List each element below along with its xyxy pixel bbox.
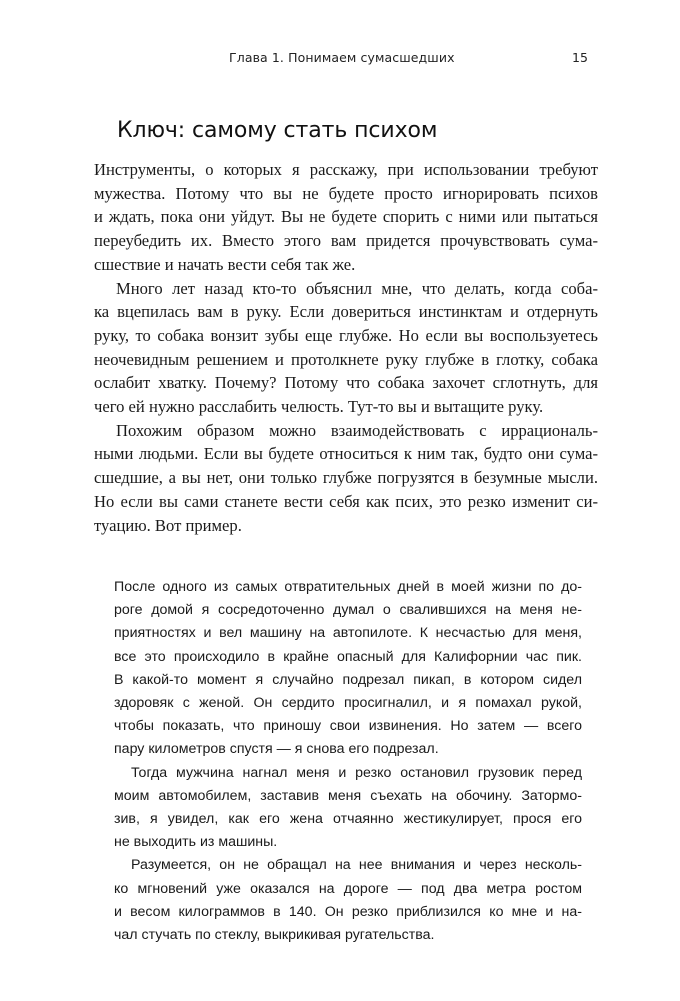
section-heading: Ключ: самому стать психом: [117, 118, 438, 143]
story-paragraph-2: [114, 762, 582, 855]
text-line: и весом килограммов в 140. Он резко приблизился ко мне и на-: [114, 903, 582, 920]
text-line: пару километров спустя — я снова его подрезал.: [114, 741, 439, 758]
text-line: и ждать, пока они уйдут. Вы не будете спорить с ними или пытаться: [94, 207, 598, 227]
text-line: не выходить из машины.: [114, 834, 278, 851]
text-line: приятностях и вел машину на автопилоте. К несчастью для меня,: [114, 625, 582, 642]
text-line: неочевидным решением и протолкнете руку глубже в глотку, собака: [94, 349, 598, 369]
text-line: Инструменты, о которых я расскажу, при использовании требуют: [94, 160, 598, 179]
text-line: сшествие и начать вести себя так же.: [94, 254, 356, 274]
text-line: руку, то собака вонзит зубы еще глубже. Но если вы воспользуетесь: [94, 325, 598, 345]
main-paragraph-2: [94, 277, 598, 419]
main-text-block: [94, 158, 598, 537]
text-line: здоровяк с женой. Он сердито просигналил, и я помахал рукой,: [114, 695, 582, 712]
text-line: Но если вы сами станете вести себя как псих, это резко изменит си-: [94, 491, 598, 511]
text-line: ко мгновений уже оказался на дороге — под два метра ростом: [114, 880, 582, 897]
text-line: Тогда мужчина нагнал меня и резко остановил грузовик перед: [131, 764, 582, 781]
story-text-block: [114, 576, 582, 947]
text-line: Разумеется, он не обращал на нее внимания и через несколь-: [131, 857, 582, 874]
text-line: После одного из самых отвратительных дней в моей жизни по до-: [114, 579, 582, 595]
text-line: все это происходило в крайне опасный для Калифорнии час пик.: [114, 648, 582, 665]
text-line: ка вцепилась вам в руку. Если довериться инстинктам и отдернуть: [94, 302, 598, 322]
main-paragraph-3: [94, 419, 598, 538]
main-paragraph-1: [94, 158, 598, 277]
text-line: туацию. Вот пример.: [94, 515, 242, 535]
text-line: Похожим образом можно взаимодействовать с иррациональ-: [116, 420, 598, 440]
page-number: 15: [572, 50, 588, 65]
text-line: роге домой я сосредоточенно думал о свалившихся на меня не-: [114, 602, 582, 619]
text-line: Много лет назад кто-то объяснил мне, что делать, когда соба-: [116, 278, 598, 298]
text-line: ными людьми. Если вы будете относиться к ним так, будто они сума-: [94, 444, 598, 464]
text-line: моим автомобилем, заставив меня съехать на обочину. Затормо-: [114, 787, 582, 804]
running-head: Глава 1. Понимаем сумасшедших: [229, 50, 455, 65]
text-line: чего ей нужно расслабить челюсть. Тут-то вы и вытащите руку.: [94, 397, 544, 417]
text-line: зив, я увидел, как его жена отчаянно жестикулирует, прося его: [114, 811, 582, 828]
text-line: чал стучать по стеклу, выкрикивая ругательства.: [114, 927, 435, 944]
text-line: сшедшие, а вы нет, они только глубже погрузятся в безумные мысли.: [94, 468, 598, 488]
text-line: переубедить их. Вместо этого вам придется прочувствовать сума-: [94, 231, 598, 251]
text-line: В какой-то момент я случайно подрезал пикап, в котором сидел: [114, 671, 582, 688]
story-paragraph-3: [114, 854, 582, 947]
story-paragraph-1: [114, 576, 582, 762]
text-line: мужества. Потому что вы не будете просто игнорировать психов: [94, 183, 598, 203]
text-line: ослабит хватку. Почему? Потому что собака захочет сглотнуть, для: [94, 373, 598, 393]
text-line: чтобы показать, что приношу свои извинения. Но затем — всего: [114, 718, 582, 735]
